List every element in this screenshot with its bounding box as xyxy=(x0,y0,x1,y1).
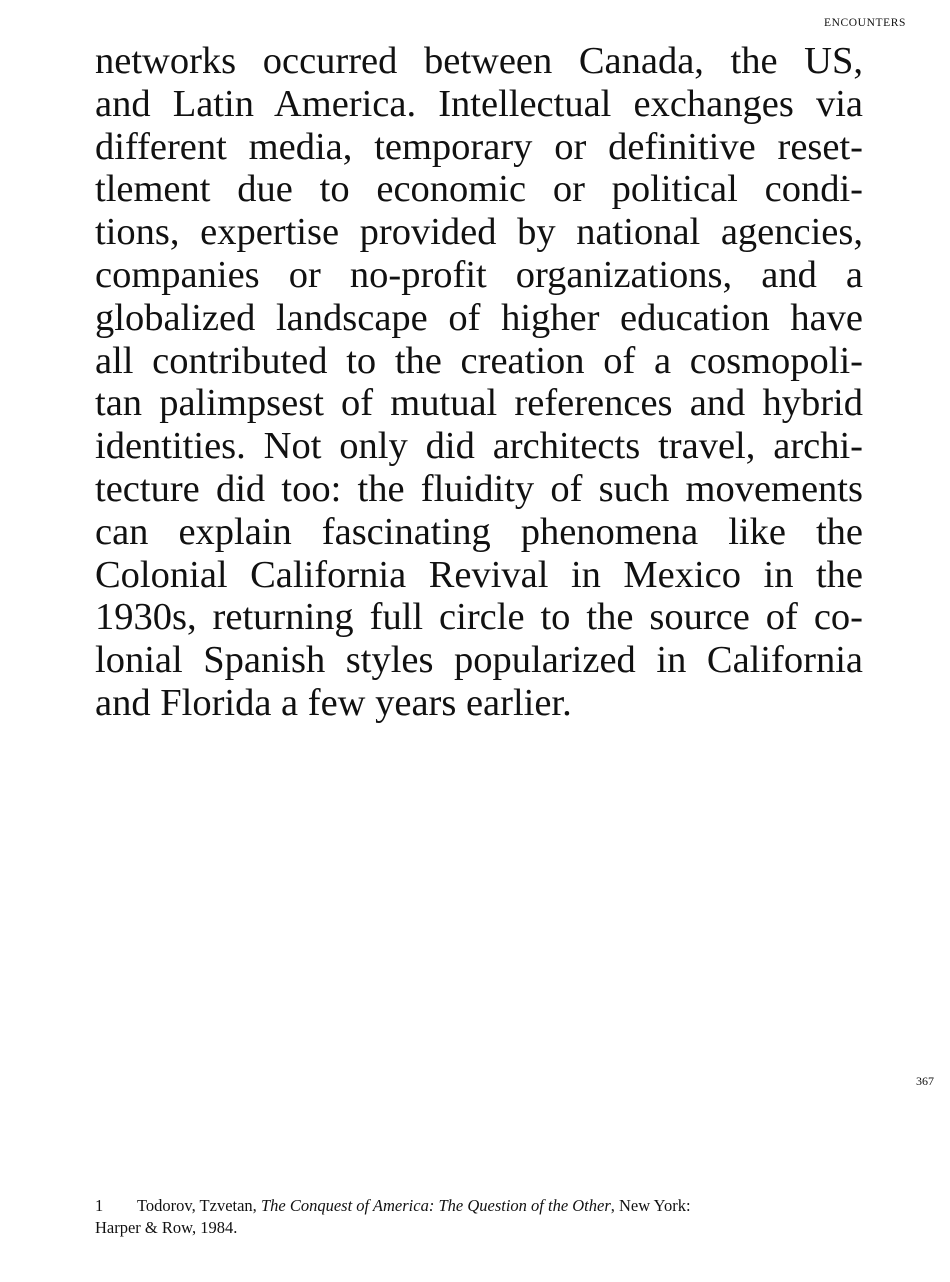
footnote-publisher-continued: Harper & Row, 1984. xyxy=(95,1217,238,1237)
body-paragraph xyxy=(95,40,863,725)
running-head: ENCOUNTERS xyxy=(823,17,906,29)
text-line: identities. Not only did architects travel, archi- xyxy=(95,425,863,468)
text-line: companies or no-profit organizations, and a xyxy=(95,253,863,296)
text-line: tan palimpsest of mutual references and hybrid xyxy=(95,382,863,425)
text-line: globalized landscape of higher education have xyxy=(95,296,863,339)
text-line: tions, expertise provided by national agencies, xyxy=(95,211,863,254)
text-line: and Latin America. Intellectual exchanges via xyxy=(95,82,863,125)
page-number: 367 xyxy=(916,1074,934,1088)
footnote-title: The Conquest of America: The Question of the Other xyxy=(260,1196,611,1215)
text-line: 1930s, returning full circle to the source of co- xyxy=(95,596,863,639)
text-line: Colonial California Revival in Mexico in the xyxy=(95,553,863,596)
footnote-publisher: , New York: xyxy=(610,1196,691,1215)
text-line: lonial Spanish styles popularized in California xyxy=(95,639,863,682)
text-line: tecture did too: the fluidity of such movements xyxy=(95,467,863,510)
footnote-author: Todorov, Tzvetan, xyxy=(137,1196,261,1215)
footnote-number: 1 xyxy=(95,1196,104,1215)
text-line: tlement due to economic or political condi- xyxy=(95,168,863,211)
text-line: different media, temporary or definitive reset- xyxy=(95,125,863,168)
text-line: all contributed to the creation of a cosmopoli- xyxy=(95,339,863,382)
text-line: can explain fascinating phenomena like the xyxy=(95,510,863,553)
text-line: networks occurred between Canada, the US, xyxy=(95,40,863,82)
text-line: and Florida a few years earlier. xyxy=(95,681,572,724)
footnote xyxy=(95,1195,735,1238)
